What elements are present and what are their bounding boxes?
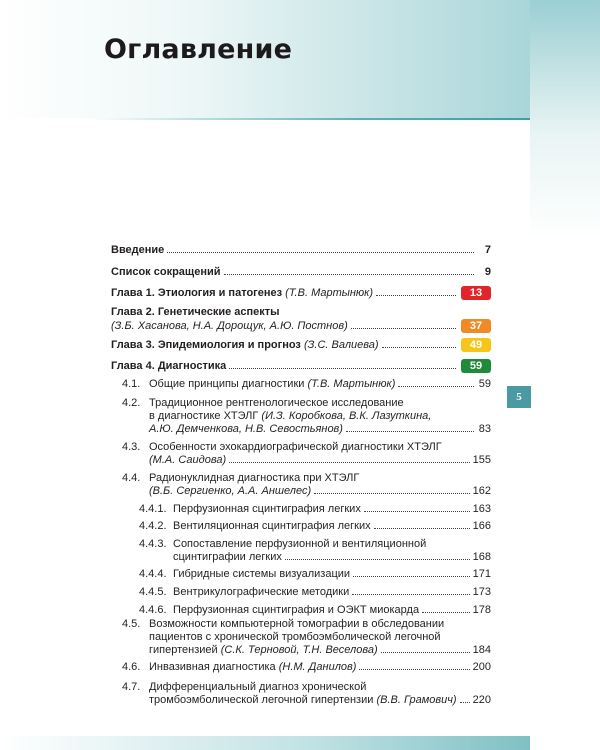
toc-entry-4-4-3[interactable]: 4.4.3. Сопоставление перфузионной и вентиляционной сцинтиграфии легких 168 [139,538,491,563]
right-margin-strip [530,0,600,750]
chapter-3-page-badge: 49 [461,338,491,352]
chapter-4-page-badge: 59 [461,359,491,373]
chapter-2-page-badge: 37 [461,319,491,333]
toc-entry-chapter-3[interactable]: Глава 3. Эпидемиология и прогноз (З.С. Валиева) 49 [111,338,491,352]
toc-entry-4-3[interactable]: 4.3. Особенности эхокардиографической диагностики ХТЭЛГ (М.А. Саидова) 155 [122,441,491,466]
toc-entry-abbreviations[interactable]: Список сокращений 9 [111,266,491,278]
toc-entry-4-4[interactable]: 4.4. Радионуклидная диагностика при ХТЭЛГ (В.Б. Сергиенко, А.А. Аншелес) 162 [122,472,491,497]
toc-entry-chapter-4[interactable]: Глава 4. Диагностика 59 [111,359,491,373]
page-title: Оглавление [104,34,293,65]
toc-entry-4-4-4[interactable]: 4.4.4. Гибридные системы визуализации 171 [139,568,491,580]
page-number-tab: 5 [507,386,531,408]
toc-entry-chapter-2[interactable]: Глава 2. Генетические аспекты (З.Б. Хасанова, Н.А. Дорощук, А.Ю. Постнов) 37 [111,306,491,333]
toc-entry-4-4-1[interactable]: 4.4.1. Перфузионная сцинтиграфия легких 163 [139,503,491,515]
toc-entry-4-4-5[interactable]: 4.4.5. Вентрикулографические методики 173 [139,586,491,598]
toc-entry-4-2[interactable]: 4.2. Традиционное рентгенологическое исследование в диагностике ХТЭЛГ (И.З. Коробкова, В.К. Лазуткина, А.Ю. Демченкова, Н.В. Севостьянов) 83 [122,397,491,435]
toc-entry-4-1[interactable]: 4.1. Общие принципы диагностики (Т.В. Мартынюк) 59 [122,378,491,390]
toc-entry-4-7[interactable]: 4.7. Дифференциальный диагноз хронической тромбоэмболической легочной гипертензии (В.В. Грамович) 220 [122,681,491,706]
toc-entry-4-5[interactable]: 4.5. Возможности компьютерной томографии в обследовании пациентов с хронической тромбоэмболической легочной гипертензией (С.К. Терновой, Т.Н. Веселова) 184 [122,618,491,656]
toc-entry-4-6[interactable]: 4.6. Инвазивная диагностика (Н.М. Данилов) 200 [122,661,491,673]
toc-entry-4-4-6[interactable]: 4.4.6. Перфузионная сцинтиграфия и ОЭКТ миокарда 178 [139,604,491,616]
toc-entry-intro[interactable]: Введение 7 [111,244,491,256]
toc-entry-4-4-2[interactable]: 4.4.2. Вентиляционная сцинтиграфия легких 166 [139,520,491,532]
bottom-band [0,736,530,750]
toc-entry-chapter-1[interactable]: Глава 1. Этиология и патогенез (Т.В. Мартынюк) 13 [111,286,491,300]
chapter-1-page-badge: 13 [461,286,491,300]
